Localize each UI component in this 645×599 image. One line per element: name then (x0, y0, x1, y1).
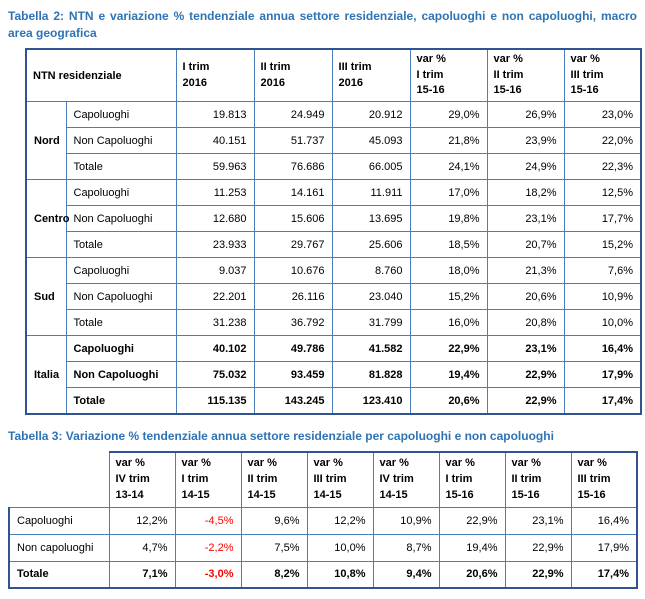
value-cell: 17,7% (564, 206, 641, 232)
value-cell: 8.760 (332, 258, 410, 284)
value-cell: 22,9% (439, 507, 505, 534)
value-cell: 22,0% (564, 128, 641, 154)
category-cell: Totale (9, 561, 109, 588)
value-cell: 10,0% (307, 534, 373, 561)
value-cell: 20,8% (487, 310, 564, 336)
table-row (26, 258, 641, 284)
value-cell: 23,1% (505, 507, 571, 534)
table3-column-header (505, 452, 571, 507)
header-line: I trim (181, 472, 209, 485)
table2-column-header (254, 49, 332, 102)
value-cell: 11.911 (332, 180, 410, 206)
value-cell: 24.949 (254, 102, 332, 128)
value-cell: 66.005 (332, 154, 410, 180)
header-line: IV trim (379, 472, 414, 485)
value-cell: 22,9% (505, 561, 571, 588)
value-cell: 26.116 (254, 284, 332, 310)
value-cell: 17,9% (564, 362, 641, 388)
table3-body (9, 507, 637, 588)
value-cell: 19.813 (176, 102, 254, 128)
category-cell: Non capoluoghi (9, 534, 109, 561)
value-cell: 16,4% (571, 507, 637, 534)
table3-header-row (9, 452, 637, 507)
value-cell: 81.828 (332, 362, 410, 388)
category-cell: Capoluoghi (66, 258, 176, 284)
category-cell: Totale (66, 154, 176, 180)
header-line: I trim (182, 60, 210, 73)
value-cell: -2,2% (175, 534, 241, 561)
value-cell: 20,6% (487, 284, 564, 310)
table2-column-header (564, 49, 641, 102)
table2-column-header (410, 49, 487, 102)
value-cell: 31.238 (176, 310, 254, 336)
table3-corner-cell (9, 452, 109, 507)
value-cell: 24,1% (410, 154, 487, 180)
table3-column-header (439, 452, 505, 507)
value-cell: 22,9% (410, 336, 487, 362)
value-cell: 18,0% (410, 258, 487, 284)
table3-title: Tabella 3: Variazione % tendenziale annua settore residenziale per capoluoghi e non capoluoghi (8, 428, 554, 443)
value-cell: 9,4% (373, 561, 439, 588)
value-cell: 10.676 (254, 258, 332, 284)
value-cell: 21,8% (410, 128, 487, 154)
value-cell: 11.253 (176, 180, 254, 206)
header-line: I trim (416, 68, 444, 81)
value-cell: 23,1% (487, 336, 564, 362)
category-cell: Totale (66, 310, 176, 336)
value-cell: 22,9% (487, 388, 564, 414)
value-cell: 8,7% (373, 534, 439, 561)
value-cell: 20,7% (487, 232, 564, 258)
category-cell: Non Capoluoghi (66, 284, 176, 310)
table-row (9, 534, 637, 561)
category-cell: Non Capoluoghi (66, 362, 176, 388)
value-cell: -3,0% (175, 561, 241, 588)
value-cell: 76.686 (254, 154, 332, 180)
value-cell: 19,4% (410, 362, 487, 388)
header-line: I trim (445, 472, 473, 485)
value-cell: 4,7% (109, 534, 175, 561)
category-cell: Non Capoluoghi (66, 206, 176, 232)
value-cell: 23,1% (487, 206, 564, 232)
table-row (26, 180, 641, 206)
header-line: 2016 (338, 76, 363, 89)
value-cell: 13.695 (332, 206, 410, 232)
header-line: var % (115, 456, 145, 469)
value-cell: 22,9% (487, 362, 564, 388)
value-cell: 15,2% (410, 284, 487, 310)
header-line: II trim (247, 472, 278, 485)
region-cell: Italia (26, 336, 66, 414)
value-cell: 17,0% (410, 180, 487, 206)
value-cell: 15.606 (254, 206, 332, 232)
header-line: 14-15 (247, 488, 276, 501)
value-cell: 75.032 (176, 362, 254, 388)
region-cell: Centro (26, 180, 66, 258)
value-cell: 12,5% (564, 180, 641, 206)
header-line: III trim (313, 472, 347, 485)
table2-column-header (332, 49, 410, 102)
category-cell: Capoluoghi (66, 180, 176, 206)
value-cell: 31.799 (332, 310, 410, 336)
value-cell: 49.786 (254, 336, 332, 362)
value-cell: 123.410 (332, 388, 410, 414)
value-cell: 17,4% (564, 388, 641, 414)
region-cell: Sud (26, 258, 66, 336)
header-line: II trim (493, 68, 524, 81)
value-cell: 8,2% (241, 561, 307, 588)
header-line: var % (379, 456, 409, 469)
value-cell: 23.040 (332, 284, 410, 310)
header-line: IV trim (115, 472, 150, 485)
value-cell: 19,4% (439, 534, 505, 561)
table3 (8, 451, 638, 589)
header-line: var % (445, 456, 475, 469)
table2-header-row (26, 49, 641, 102)
category-cell: Totale (66, 232, 176, 258)
table3-column-header (571, 452, 637, 507)
value-cell: 18,5% (410, 232, 487, 258)
table3-column-header (109, 452, 175, 507)
table3-column-header (175, 452, 241, 507)
value-cell: 16,0% (410, 310, 487, 336)
value-cell: 23,0% (564, 102, 641, 128)
header-line: var % (313, 456, 343, 469)
value-cell: 19,8% (410, 206, 487, 232)
category-cell: Non Capoluoghi (66, 128, 176, 154)
value-cell: 12.680 (176, 206, 254, 232)
header-line: 2016 (260, 76, 285, 89)
value-cell: 12,2% (109, 507, 175, 534)
value-cell: 17,9% (571, 534, 637, 561)
table2-corner-header: NTN residenziale (26, 49, 176, 102)
value-cell: 45.093 (332, 128, 410, 154)
header-line: var % (577, 456, 607, 469)
value-cell: 10,9% (564, 284, 641, 310)
value-cell: 59.963 (176, 154, 254, 180)
value-cell: 17,4% (571, 561, 637, 588)
value-cell: 143.245 (254, 388, 332, 414)
header-line: 14-15 (313, 488, 342, 501)
table2-title: Tabella 2: NTN e variazione % tendenziale annua settore residenziale, capoluoghi e non capoluoghi, macro area geografica (8, 9, 637, 40)
table2-column-header (487, 49, 564, 102)
header-line: var % (181, 456, 211, 469)
value-cell: 14.161 (254, 180, 332, 206)
header-line: III trim (577, 472, 611, 485)
category-cell: Capoluoghi (9, 507, 109, 534)
header-line: 15-16 (577, 488, 606, 501)
header-line: III trim (338, 60, 372, 73)
table-row (9, 561, 637, 588)
header-line: 13-14 (115, 488, 144, 501)
header-line: 15-16 (416, 84, 445, 97)
header-line: 14-15 (379, 488, 408, 501)
value-cell: 26,9% (487, 102, 564, 128)
value-cell: 23,9% (487, 128, 564, 154)
header-line: var % (416, 52, 446, 65)
header-line: 15-16 (570, 84, 599, 97)
region-cell: Nord (26, 102, 66, 180)
table-row (26, 232, 641, 258)
value-cell: 22.201 (176, 284, 254, 310)
value-cell: 16,4% (564, 336, 641, 362)
table-row (26, 154, 641, 180)
value-cell: 10,8% (307, 561, 373, 588)
category-cell: Totale (66, 388, 176, 414)
value-cell: 23.933 (176, 232, 254, 258)
table-row (26, 102, 641, 128)
table3-column-header (241, 452, 307, 507)
table-row (26, 284, 641, 310)
value-cell: 20.912 (332, 102, 410, 128)
header-line: var % (493, 52, 523, 65)
value-cell: 40.102 (176, 336, 254, 362)
value-cell: 10,0% (564, 310, 641, 336)
value-cell: 36.792 (254, 310, 332, 336)
header-line: II trim (511, 472, 542, 485)
table-row (26, 362, 641, 388)
header-line: var % (511, 456, 541, 469)
value-cell: 9.037 (176, 258, 254, 284)
value-cell: 22,9% (505, 534, 571, 561)
value-cell: 18,2% (487, 180, 564, 206)
header-line: var % (570, 52, 600, 65)
table2-body (26, 102, 641, 414)
table-row (26, 336, 641, 362)
value-cell: 25.606 (332, 232, 410, 258)
value-cell: 29,0% (410, 102, 487, 128)
value-cell: 51.737 (254, 128, 332, 154)
header-line: II trim (260, 60, 291, 73)
value-cell: 12,2% (307, 507, 373, 534)
value-cell: 115.135 (176, 388, 254, 414)
value-cell: 29.767 (254, 232, 332, 258)
header-line: 14-15 (181, 488, 210, 501)
table-row (26, 128, 641, 154)
value-cell: 41.582 (332, 336, 410, 362)
header-line: 15-16 (493, 84, 522, 97)
value-cell: 20,6% (410, 388, 487, 414)
header-line: var % (247, 456, 277, 469)
value-cell: 20,6% (439, 561, 505, 588)
value-cell: 40.151 (176, 128, 254, 154)
table-row (26, 206, 641, 232)
table-row (26, 388, 641, 414)
table2 (25, 48, 642, 415)
header-line: 15-16 (445, 488, 474, 501)
value-cell: 21,3% (487, 258, 564, 284)
table2-column-header (176, 49, 254, 102)
table3-column-header (373, 452, 439, 507)
value-cell: 22,3% (564, 154, 641, 180)
value-cell: 93.459 (254, 362, 332, 388)
table-row (9, 507, 637, 534)
value-cell: 7,6% (564, 258, 641, 284)
value-cell: 9,6% (241, 507, 307, 534)
value-cell: 7,1% (109, 561, 175, 588)
value-cell: 7,5% (241, 534, 307, 561)
table-row (26, 310, 641, 336)
category-cell: Capoluoghi (66, 336, 176, 362)
category-cell: Capoluoghi (66, 102, 176, 128)
value-cell: 15,2% (564, 232, 641, 258)
table3-column-header (307, 452, 373, 507)
value-cell: 24,9% (487, 154, 564, 180)
header-line: 15-16 (511, 488, 540, 501)
value-cell: 10,9% (373, 507, 439, 534)
header-line: 2016 (182, 76, 207, 89)
value-cell: -4,5% (175, 507, 241, 534)
header-line: III trim (570, 68, 604, 81)
